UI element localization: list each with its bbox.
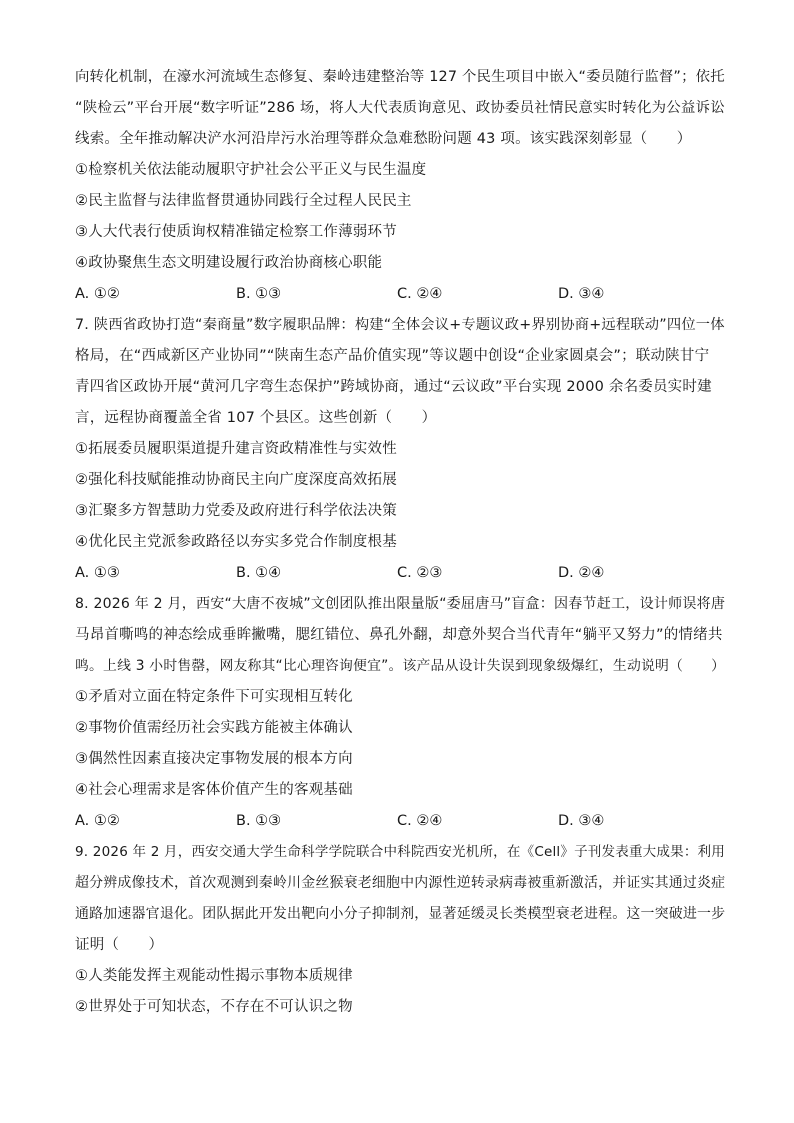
option-c: C. ②④ bbox=[397, 813, 443, 829]
statement-item: ③偶然性因素直接决定事物发展的根本方向 bbox=[75, 751, 353, 767]
question-stem-line: 格局，在“西咸新区产业协同”“陕南生态产品价值实现”等议题中创设“企业家圆桌会”；联动陕甘宁 bbox=[75, 348, 710, 364]
option-d: D. ②④ bbox=[558, 565, 605, 581]
question-9 bbox=[75, 837, 725, 1023]
option-b: B. ①③ bbox=[236, 286, 282, 302]
question-stem-line: 通路加速器官退化。团队据此开发出靶向小分子抑制剂，显著延缓灵长类模型衰老进程。这一突破进一步 bbox=[75, 906, 726, 922]
question-7 bbox=[75, 310, 725, 589]
statement-item: ④社会心理需求是客体价值产生的客观基础 bbox=[75, 782, 353, 798]
question-stem-line: 证明（ ） bbox=[75, 937, 164, 953]
question-stem-line: 7. 陕西省政协打造“秦商量”数字履职品牌：构建“全体会议+专题议政+界别协商+远程联动”四位一体 bbox=[75, 317, 725, 333]
option-a: A. ①② bbox=[75, 286, 120, 302]
statement-item: ②强化科技赋能推动协商民主向广度深度高效拓展 bbox=[75, 472, 397, 488]
option-c: C. ②③ bbox=[397, 565, 443, 581]
statement-item: ②事物价值需经历社会实践方能被主体确认 bbox=[75, 720, 353, 736]
question-stem-line: 鸣。上线 3 小时售罄，网友称其“比心理咨询便宜”。该产品从设计失误到现象级爆红，生动说明（ ） bbox=[75, 658, 726, 674]
question-stem-line: 线索。全年推动解决浐水河沿岸污水治理等群众急难愁盼问题 43 项。该实践深刻彰显（ ） bbox=[75, 131, 692, 147]
answer-options bbox=[75, 279, 725, 310]
answer-options bbox=[75, 806, 725, 837]
option-b: B. ①③ bbox=[236, 813, 282, 829]
option-a: A. ①③ bbox=[75, 565, 120, 581]
question-stem-line: 9. 2026 年 2 月，西安交通大学生命科学学院联合中科院西安光机所，在《Cell》子刊发表重大成果：利用 bbox=[75, 844, 725, 860]
statement-item: ①人类能发挥主观能动性揭示事物本质规律 bbox=[75, 968, 353, 984]
statement-item: ②世界处于可知状态，不存在不可认识之物 bbox=[75, 999, 353, 1015]
exam-content bbox=[75, 62, 725, 1023]
question-stem-line: 向转化机制，在濠水河流域生态修复、秦岭违建整治等 127 个民生项目中嵌入“委员随行监督”；依托 bbox=[75, 69, 725, 85]
option-a: A. ①② bbox=[75, 813, 120, 829]
question-stem-line: 青四省区政协开展“黄河几字弯生态保护”跨域协商，通过“云议政”平台实现 2000 余名委员实时建 bbox=[75, 379, 712, 395]
statement-item: ③汇聚多方智慧助力党委及政府进行科学依法决策 bbox=[75, 503, 397, 519]
statement-item: ②民主监督与法律监督贯通协同践行全过程人民民主 bbox=[75, 193, 412, 209]
statement-item: ①矛盾对立面在特定条件下可实现相互转化 bbox=[75, 689, 353, 705]
question-stem-line: “陕检云”平台开展“数字听证”286 场，将人大代表质询意见、政协委员社情民意实时转化为公益诉讼 bbox=[75, 100, 725, 116]
question-stem-line: 超分辨成像技术，首次观测到秦岭川金丝猴衰老细胞中内源性逆转录病毒被重新激活，并证实其通过炎症 bbox=[75, 875, 726, 891]
statement-item: ③人大代表行使质询权精准锚定检察工作薄弱环节 bbox=[75, 224, 397, 240]
question-8 bbox=[75, 589, 725, 837]
question-stem-line: 言，远程协商覆盖全省 107 个县区。这些创新（ ） bbox=[75, 410, 437, 426]
statement-item: ①拓展委员履职渠道提升建言资政精准性与实效性 bbox=[75, 441, 397, 457]
question-stem-line: 8. 2026 年 2 月，西安“大唐不夜城”文创团队推出限量版“委屈唐马”盲盒：因春节赶工，设计师误将唐 bbox=[75, 596, 726, 612]
option-d: D. ③④ bbox=[558, 286, 605, 302]
option-d: D. ③④ bbox=[558, 813, 605, 829]
option-c: C. ②④ bbox=[397, 286, 443, 302]
question-stem-line: 马昂首嘶鸣的神态绘成垂眸撇嘴，腮红错位、鼻孔外翻，却意外契合当代青年“躺平又努力”的情绪共 bbox=[75, 627, 723, 643]
question-6-continued bbox=[75, 62, 725, 310]
option-b: B. ①④ bbox=[236, 565, 282, 581]
statement-item: ①检察机关依法能动履职守护社会公平正义与民生温度 bbox=[75, 162, 427, 178]
statement-item: ④政协聚焦生态文明建设履行政治协商核心职能 bbox=[75, 255, 383, 271]
statement-item: ④优化民主党派参政路径以夯实多党合作制度根基 bbox=[75, 534, 397, 550]
answer-options bbox=[75, 558, 725, 589]
